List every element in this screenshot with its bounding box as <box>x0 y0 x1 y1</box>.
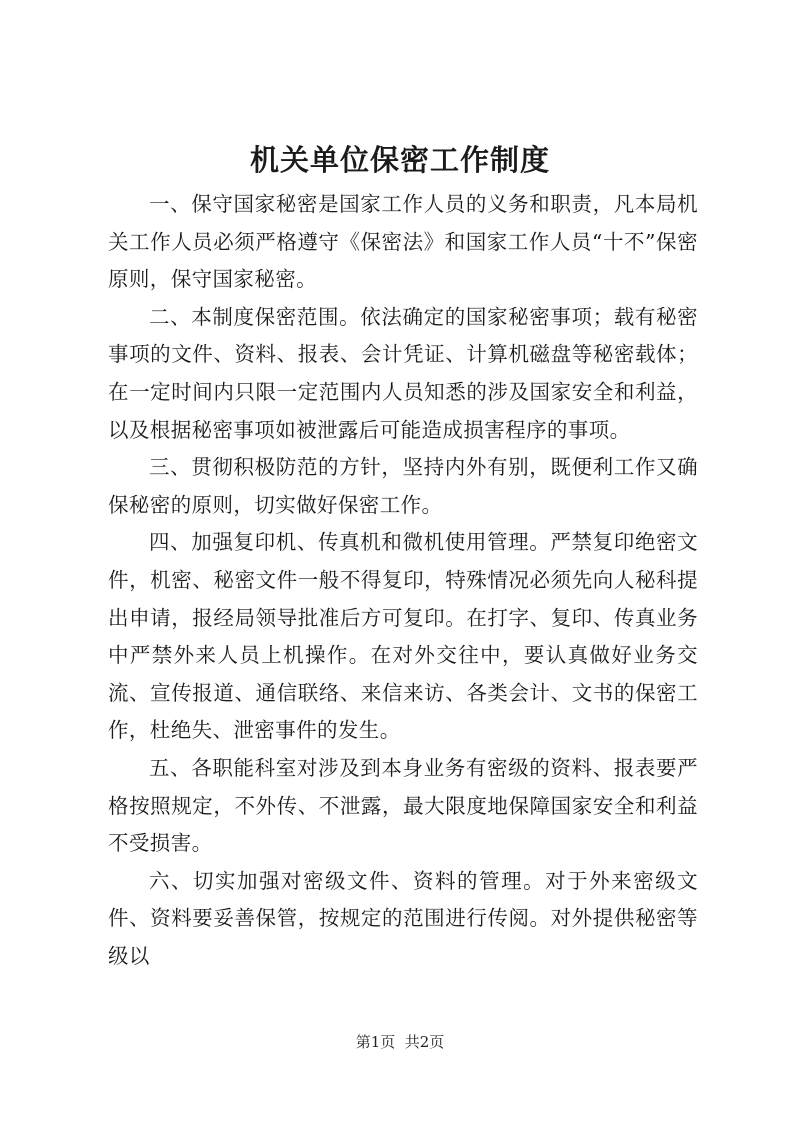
paragraph-5: 五、各职能科室对涉及到本身业务有密级的资料、报表要严格按照规定，不外传、不泄露，最大限度地保障国家安全和利益不受损害。 <box>108 755 698 856</box>
paragraph-2: 二、本制度保密范围。依法确定的国家秘密事项；载有秘密事项的文件、资料、报表、会计凭证、计算机磁盘等秘密载体；在一定时间内只限一定范围内人员知悉的涉及国家安全和利益，以及根据秘密事项如被泄露后可能造成损害程序的事项。 <box>108 304 698 442</box>
page-number: 第1页 共2页 <box>355 1033 445 1051</box>
document-title: 机关单位保密工作制度 <box>249 143 550 177</box>
paragraph-1: 一、保守国家秘密是国家工作人员的义务和职责，凡本局机关工作人员必须严格遵守《保密法》和国家工作人员“十不”保密原则，保守国家秘密。 <box>108 192 698 292</box>
paragraph-3: 三、贯彻积极防范的方针，坚持内外有别，既便利工作又确保秘密的原则，切实做好保密工作。 <box>108 455 698 517</box>
paragraph-6: 六、切实加强对密级文件、资料的管理。对于外来密级文件、资料要妥善保管，按规定的范围进行传阅。对外提供秘密等级以 <box>108 868 698 968</box>
page-footer <box>0 1031 800 1053</box>
document-body <box>108 186 698 975</box>
paragraph-4: 四、加强复印机、传真机和微机使用管理。严禁复印绝密文件，机密、秘密文件一般不得复印，特殊情况必须先向人秘科提出申请，报经局领导批准后方可复印。在打字、复印、传真业务中严禁外来人员上机操作。在对外交往中，要认真做好业务交流、宣传报道、通信联络、来信来访、各类会计、文书的保密工作，杜绝失、泄密事件的发生。 <box>108 530 698 743</box>
